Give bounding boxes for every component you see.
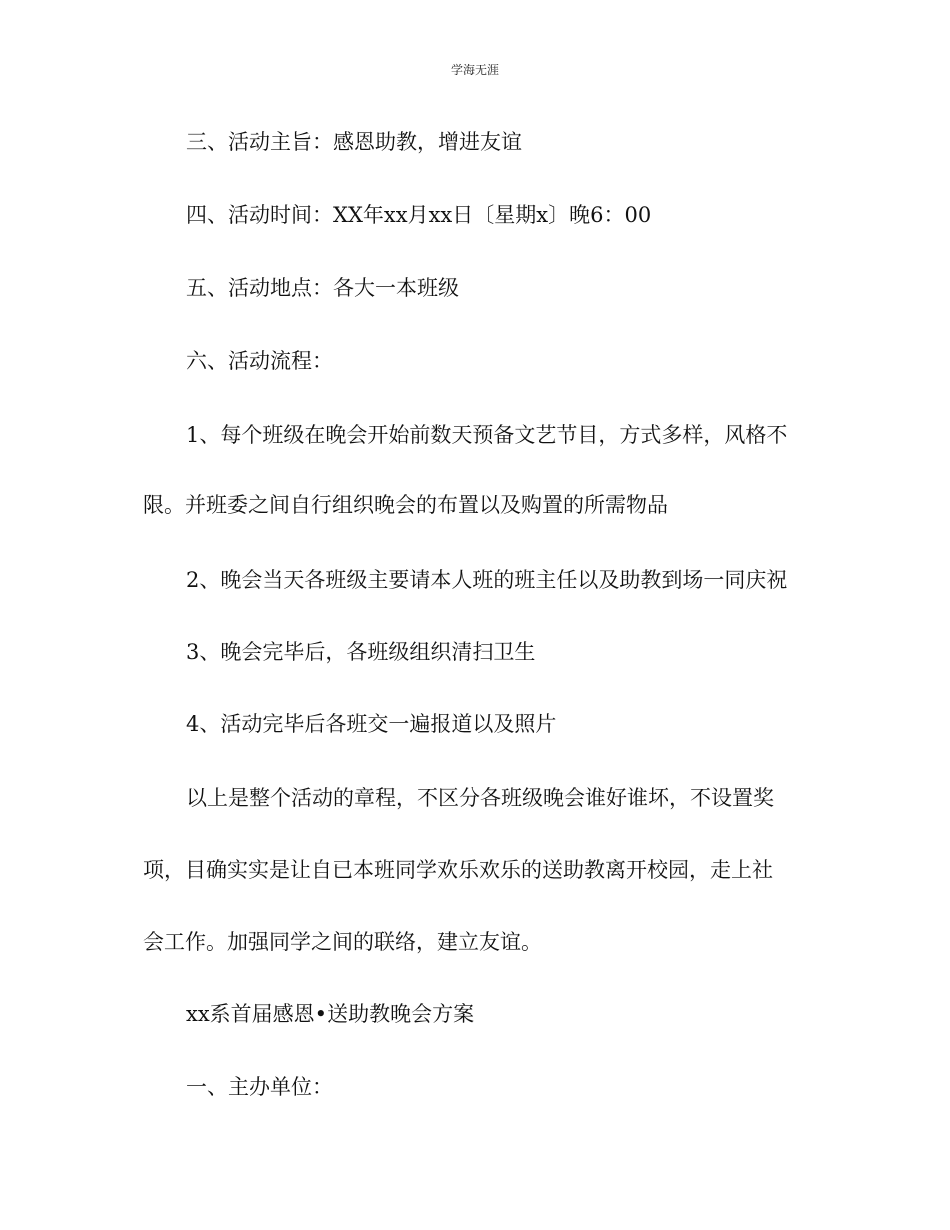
process-step-1-continued: 限。并班委之间自行组织晚会的布置以及购置的所需物品 xyxy=(143,493,668,517)
process-step-1: 1、每个班级在晚会开始前数天预备文艺节目，方式多样，风格不 xyxy=(186,423,788,447)
summary-paragraph-line-3: 会工作。加强同学之间的联络，建立友谊。 xyxy=(143,930,542,954)
process-step-3: 3、晚会完毕后，各班级组织清扫卫生 xyxy=(186,640,536,664)
section-organizer: 一、主办单位： xyxy=(186,1075,333,1099)
section-theme: 三、活动主旨：感恩助教，增进友谊 xyxy=(186,130,522,154)
section-process-heading: 六、活动流程： xyxy=(186,349,333,373)
process-step-4: 4、活动完毕后各班交一遍报道以及照片 xyxy=(186,712,557,736)
process-step-2: 2、晚会当天各班级主要请本人班的班主任以及助教到场一同庆祝 xyxy=(186,568,788,592)
summary-paragraph-line-2: 项，目确实实是让自已本班同学欢乐欢乐的送助教离开校园，走上社 xyxy=(143,858,773,882)
section-location: 五、活动地点：各大一本班级 xyxy=(186,276,459,300)
page-header: 学海无涯 xyxy=(450,63,499,77)
section-time: 四、活动时间：XX年xx月xx日〔星期x〕晚6：00 xyxy=(186,203,652,227)
plan-title: xx系首届感恩•送助教晚会方案 xyxy=(186,1002,475,1026)
summary-paragraph-line-1: 以上是整个活动的章程，不区分各班级晚会谁好谁坏，不设置奖 xyxy=(186,786,774,810)
